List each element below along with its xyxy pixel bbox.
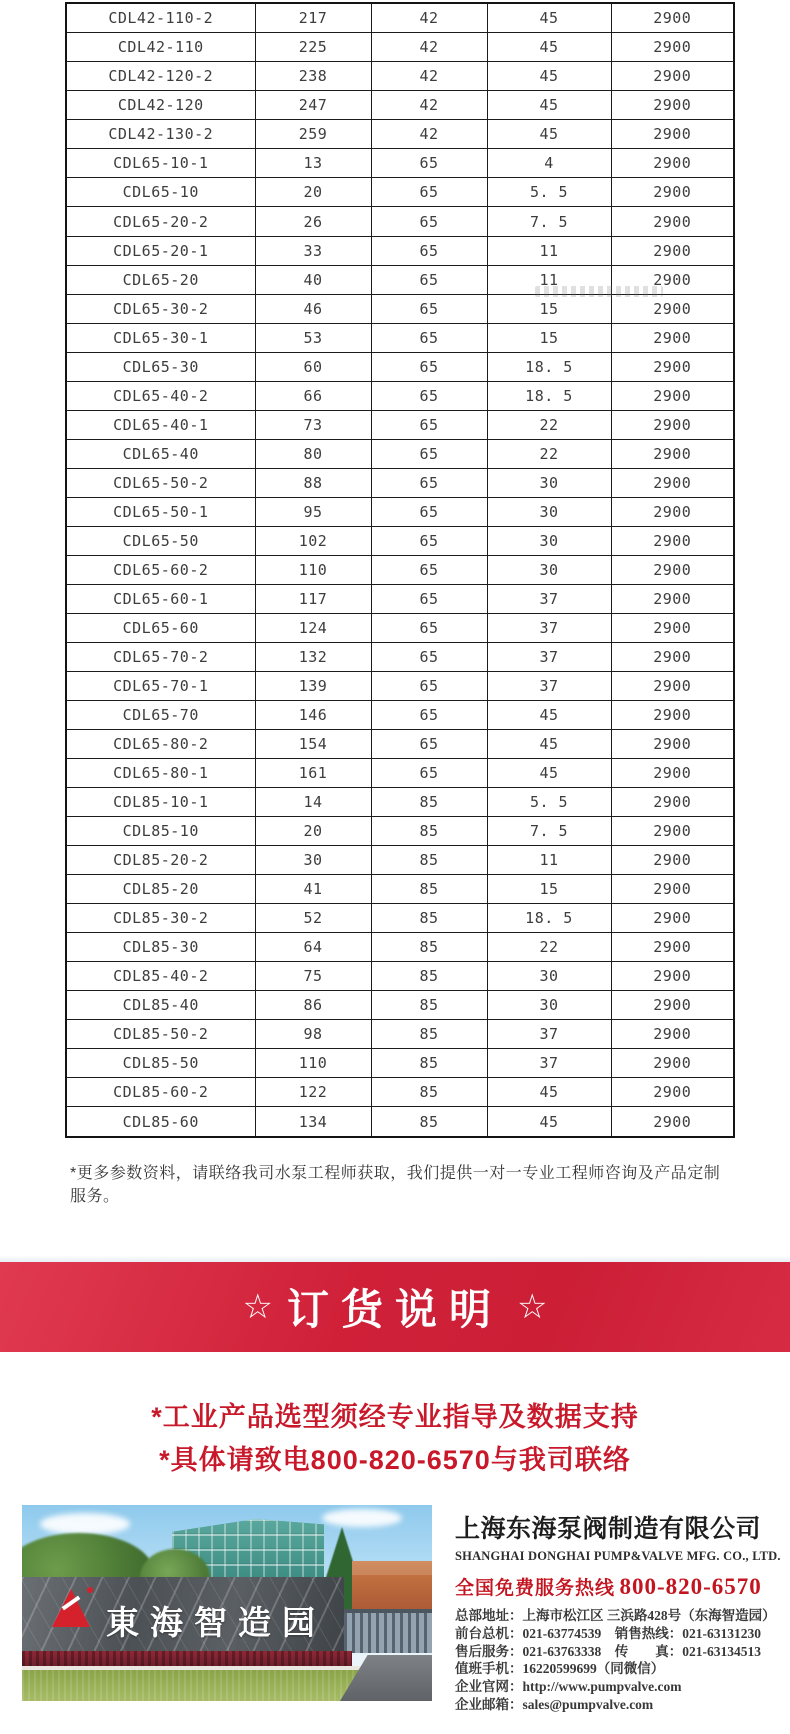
table-cell: 52: [255, 904, 371, 933]
table-cell: 2900: [611, 207, 734, 236]
table-row: [66, 1020, 734, 1049]
table-cell: CDL65-40-2: [66, 381, 255, 410]
table-cell: 85: [371, 1107, 487, 1137]
table-cell: CDL85-30-2: [66, 904, 255, 933]
table-cell: 7. 5: [487, 817, 611, 846]
table-cell: CDL65-80-1: [66, 759, 255, 788]
table-cell: 65: [371, 642, 487, 671]
table-cell: 2900: [611, 701, 734, 730]
table-cell: 22: [487, 933, 611, 962]
table-cell: 37: [487, 642, 611, 671]
table-cell: 139: [255, 671, 371, 700]
table-cell: 2900: [611, 439, 734, 468]
table-cell: 65: [371, 526, 487, 555]
table-cell: 41: [255, 875, 371, 904]
table-cell: 40: [255, 265, 371, 294]
table-cell: 2900: [611, 671, 734, 700]
table-cell: 134: [255, 1107, 371, 1137]
table-cell: 86: [255, 991, 371, 1020]
table-cell: CDL85-40-2: [66, 962, 255, 991]
table-cell: CDL42-120-2: [66, 62, 255, 91]
table-row: [66, 642, 734, 671]
table-cell: 45: [487, 91, 611, 120]
table-cell: CDL65-10-1: [66, 149, 255, 178]
table-cell: 42: [371, 3, 487, 33]
table-cell: 2900: [611, 730, 734, 759]
table-row: [66, 1078, 734, 1107]
table-cell: 65: [371, 323, 487, 352]
table-cell: 217: [255, 3, 371, 33]
table-cell: CDL65-60-1: [66, 584, 255, 613]
table-cell: 13: [255, 149, 371, 178]
table-cell: 2900: [611, 933, 734, 962]
ordering-notice: [0, 1396, 790, 1482]
table-cell: 85: [371, 1020, 487, 1049]
table-cell: 15: [487, 875, 611, 904]
table-cell: 45: [487, 759, 611, 788]
table-row: [66, 701, 734, 730]
spec-table-body: [66, 3, 734, 1137]
notice-line: *具体请致电800-820-6570与我司联络: [159, 1445, 631, 1475]
table-cell: CDL65-60: [66, 613, 255, 642]
contact-line: 前台总机：021-63774539 销售热线：021-63131230: [455, 1625, 761, 1641]
table-cell: 37: [487, 584, 611, 613]
table-cell: 2900: [611, 875, 734, 904]
table-cell: CDL85-20: [66, 875, 255, 904]
table-cell: 146: [255, 701, 371, 730]
table-cell: 45: [487, 701, 611, 730]
table-cell: 65: [371, 381, 487, 410]
table-cell: 60: [255, 352, 371, 381]
table-cell: 65: [371, 759, 487, 788]
table-cell: 75: [255, 962, 371, 991]
table-cell: CDL65-30-2: [66, 294, 255, 323]
table-cell: 110: [255, 1049, 371, 1078]
table-row: [66, 991, 734, 1020]
table-row: [66, 178, 734, 207]
table-cell: 45: [487, 730, 611, 759]
table-cell: 45: [487, 3, 611, 33]
table-cell: 65: [371, 671, 487, 700]
table-row: [66, 526, 734, 555]
table-cell: 37: [487, 1049, 611, 1078]
table-cell: CDL65-50-2: [66, 468, 255, 497]
table-row: [66, 323, 734, 352]
table-cell: 42: [371, 120, 487, 149]
table-cell: 11: [487, 236, 611, 265]
table-cell: CDL65-50-1: [66, 497, 255, 526]
table-cell: 65: [371, 555, 487, 584]
table-cell: 45: [487, 33, 611, 62]
table-row: [66, 236, 734, 265]
table-cell: 18. 5: [487, 904, 611, 933]
table-row: [66, 91, 734, 120]
table-cell: 11: [487, 265, 611, 294]
table-cell: CDL65-50: [66, 526, 255, 555]
table-cell: 37: [487, 613, 611, 642]
table-cell: 2900: [611, 497, 734, 526]
table-cell: 85: [371, 1078, 487, 1107]
table-cell: 65: [371, 265, 487, 294]
table-cell: CDL85-10-1: [66, 788, 255, 817]
entrance-sign-wall: [22, 1577, 344, 1653]
table-cell: 2900: [611, 1078, 734, 1107]
table-cell: 4: [487, 149, 611, 178]
table-row: [66, 1049, 734, 1078]
table-footnote: *更多参数资料，请联络我司水泵工程师获取，我们提供一对一专业工程师咨询及产品定制服务。: [70, 1165, 721, 1205]
table-cell: 73: [255, 410, 371, 439]
table-cell: 20: [255, 817, 371, 846]
table-cell: 30: [487, 468, 611, 497]
table-cell: 225: [255, 33, 371, 62]
table-row: [66, 933, 734, 962]
table-cell: 22: [487, 439, 611, 468]
table-cell: CDL42-120: [66, 91, 255, 120]
company-name-cn: 上海东海泵阀制造有限公司: [455, 1515, 762, 1543]
star-icon: ☆: [242, 1288, 273, 1326]
table-cell: 85: [371, 817, 487, 846]
banner-title: [229, 1277, 562, 1337]
table-cell: 65: [371, 236, 487, 265]
table-cell: 2900: [611, 584, 734, 613]
table-cell: CDL65-20: [66, 265, 255, 294]
table-cell: 53: [255, 323, 371, 352]
star-icon: ☆: [517, 1288, 548, 1326]
factory-photo: [22, 1505, 432, 1701]
table-cell: 15: [487, 294, 611, 323]
contact-line[interactable]: 企业邮箱：sales@pumpvalve.com: [455, 1696, 654, 1712]
table-row: [66, 497, 734, 526]
table-row: [66, 759, 734, 788]
table-cell: 11: [487, 846, 611, 875]
contact-line: 值班手机：16220599699（同微信）: [455, 1661, 665, 1677]
table-cell: 2900: [611, 642, 734, 671]
table-cell: 65: [371, 613, 487, 642]
table-row: [66, 584, 734, 613]
table-cell: 7. 5: [487, 207, 611, 236]
table-cell: CDL85-10: [66, 817, 255, 846]
table-cell: CDL65-20-1: [66, 236, 255, 265]
company-info: [455, 1509, 781, 1714]
entrance-gate: [344, 1609, 432, 1653]
table-row: [66, 352, 734, 381]
table-cell: 2900: [611, 33, 734, 62]
table-cell: CDL85-50-2: [66, 1020, 255, 1049]
contact-line[interactable]: 企业官网：http://www.pumpvalve.com: [455, 1679, 682, 1695]
table-cell: 30: [487, 991, 611, 1020]
table-cell: 18. 5: [487, 352, 611, 381]
table-cell: 30: [487, 526, 611, 555]
table-cell: 30: [487, 497, 611, 526]
table-cell: 2900: [611, 526, 734, 555]
table-cell: 85: [371, 991, 487, 1020]
table-cell: 124: [255, 613, 371, 642]
table-cell: 161: [255, 759, 371, 788]
table-cell: 2900: [611, 613, 734, 642]
table-cell: 88: [255, 468, 371, 497]
table-cell: 65: [371, 439, 487, 468]
table-cell: 85: [371, 875, 487, 904]
table-cell: 2900: [611, 468, 734, 497]
table-cell: 46: [255, 294, 371, 323]
table-cell: 2900: [611, 323, 734, 352]
table-cell: 65: [371, 207, 487, 236]
table-cell: CDL65-70: [66, 701, 255, 730]
table-row: [66, 33, 734, 62]
contact-lines: [455, 1607, 776, 1714]
table-row: [66, 381, 734, 410]
table-cell: 45: [487, 1078, 611, 1107]
table-cell: 65: [371, 497, 487, 526]
table-cell: 154: [255, 730, 371, 759]
table-cell: 30: [487, 962, 611, 991]
table-cell: 2900: [611, 1107, 734, 1137]
table-cell: CDL85-40: [66, 991, 255, 1020]
table-cell: 2900: [611, 817, 734, 846]
table-cell: 20: [255, 178, 371, 207]
order-info-banner: [0, 1262, 790, 1352]
table-row: [66, 294, 734, 323]
table-cell: 45: [487, 1107, 611, 1137]
table-cell: 65: [371, 730, 487, 759]
table-cell: CDL85-60-2: [66, 1078, 255, 1107]
notice-line: *工业产品选型须经专业指导及数据支持: [151, 1402, 639, 1432]
table-cell: 66: [255, 381, 371, 410]
service-hotline: [455, 1573, 770, 1600]
table-row: [66, 1107, 734, 1137]
table-cell: 2900: [611, 149, 734, 178]
table-cell: 2900: [611, 91, 734, 120]
table-cell: 65: [371, 468, 487, 497]
table-cell: 65: [371, 584, 487, 613]
table-row: [66, 875, 734, 904]
table-cell: CDL65-70-2: [66, 642, 255, 671]
table-row: [66, 149, 734, 178]
table-row: [66, 207, 734, 236]
table-cell: 2900: [611, 904, 734, 933]
table-row: [66, 788, 734, 817]
table-cell: CDL85-20-2: [66, 846, 255, 875]
table-cell: CDL65-30-1: [66, 323, 255, 352]
table-cell: 132: [255, 642, 371, 671]
table-row: [66, 904, 734, 933]
table-row: [66, 846, 734, 875]
table-cell: 110: [255, 555, 371, 584]
table-cell: 117: [255, 584, 371, 613]
table-cell: 2900: [611, 236, 734, 265]
pump-spec-table: [65, 2, 735, 1138]
table-cell: CDL65-10: [66, 178, 255, 207]
table-cell: 65: [371, 352, 487, 381]
table-cell: 2900: [611, 265, 734, 294]
hotline-label: 全国免费服务热线: [455, 1578, 616, 1599]
table-row: [66, 439, 734, 468]
table-row: [66, 120, 734, 149]
table-cell: CDL85-50: [66, 1049, 255, 1078]
table-row: [66, 3, 734, 33]
sign-wall-text: 東海智造园: [106, 1606, 326, 1642]
table-cell: 85: [371, 904, 487, 933]
table-cell: 2900: [611, 788, 734, 817]
table-cell: CDL65-40-1: [66, 410, 255, 439]
table-cell: CDL85-30: [66, 933, 255, 962]
table-cell: CDL65-70-1: [66, 671, 255, 700]
table-cell: 2900: [611, 555, 734, 584]
flower-bed: [22, 1651, 352, 1667]
table-cell: 2900: [611, 294, 734, 323]
table-cell: CDL65-40: [66, 439, 255, 468]
table-cell: 2900: [611, 3, 734, 33]
table-cell: 259: [255, 120, 371, 149]
table-cell: 45: [487, 62, 611, 91]
contact-line: 总部地址：上海市松江区 三浜路428号（东海智造园）: [455, 1608, 776, 1623]
table-row: [66, 962, 734, 991]
table-cell: CDL42-130-2: [66, 120, 255, 149]
table-cell: 2900: [611, 410, 734, 439]
table-cell: 238: [255, 62, 371, 91]
table-cell: CDL65-80-2: [66, 730, 255, 759]
table-cell: 37: [487, 671, 611, 700]
table-cell: 85: [371, 933, 487, 962]
table-cell: 85: [371, 788, 487, 817]
table-row: [66, 468, 734, 497]
table-cell: 5. 5: [487, 178, 611, 207]
table-cell: 2900: [611, 62, 734, 91]
table-row: [66, 730, 734, 759]
table-cell: 2900: [611, 120, 734, 149]
table-cell: 45: [487, 120, 611, 149]
table-cell: 2900: [611, 352, 734, 381]
table-cell: 2900: [611, 846, 734, 875]
table-cell: CDL42-110: [66, 33, 255, 62]
company-logo-icon: [52, 1589, 90, 1627]
table-cell: 15: [487, 323, 611, 352]
table-cell: 122: [255, 1078, 371, 1107]
table-cell: 30: [487, 555, 611, 584]
table-cell: 2900: [611, 1049, 734, 1078]
table-row: [66, 410, 734, 439]
table-cell: 26: [255, 207, 371, 236]
cloud: [322, 1509, 402, 1527]
table-cell: 42: [371, 62, 487, 91]
table-cell: 247: [255, 91, 371, 120]
watermark: [535, 286, 663, 297]
table-cell: 42: [371, 91, 487, 120]
table-cell: 85: [371, 1049, 487, 1078]
table-cell: 37: [487, 1020, 611, 1049]
table-cell: 14: [255, 788, 371, 817]
table-cell: 2900: [611, 991, 734, 1020]
table-cell: 102: [255, 526, 371, 555]
table-row: [66, 62, 734, 91]
table-cell: 64: [255, 933, 371, 962]
table-cell: 98: [255, 1020, 371, 1049]
table-cell: 5. 5: [487, 788, 611, 817]
table-cell: CDL65-20-2: [66, 207, 255, 236]
table-cell: 2900: [611, 381, 734, 410]
table-cell: 85: [371, 962, 487, 991]
table-cell: 42: [371, 33, 487, 62]
table-cell: 80: [255, 439, 371, 468]
table-row: [66, 817, 734, 846]
table-cell: CDL65-30: [66, 352, 255, 381]
table-cell: 85: [371, 846, 487, 875]
table-cell: 2900: [611, 1020, 734, 1049]
banner-title-text: 订货说明: [286, 1286, 503, 1333]
table-row: [66, 671, 734, 700]
table-cell: 2900: [611, 962, 734, 991]
cloud: [40, 1513, 130, 1535]
table-cell: 30: [255, 846, 371, 875]
table-cell: 22: [487, 410, 611, 439]
table-cell: 65: [371, 410, 487, 439]
table-cell: 2900: [611, 178, 734, 207]
table-cell: 33: [255, 236, 371, 265]
table-cell: CDL65-60-2: [66, 555, 255, 584]
table-cell: 95: [255, 497, 371, 526]
table-cell: CDL42-110-2: [66, 3, 255, 33]
table-cell: 65: [371, 294, 487, 323]
table-cell: CDL85-60: [66, 1107, 255, 1137]
contact-line: 售后服务：021-63763338 传 真：021-63134513: [455, 1643, 761, 1659]
hotline-number: 800-820-6570: [619, 1574, 762, 1599]
table-row: [66, 555, 734, 584]
company-name-en: SHANGHAI DONGHAI PUMP&VALVE MFG. CO., LTD.: [455, 1549, 781, 1563]
table-cell: 65: [371, 149, 487, 178]
table-cell: 65: [371, 701, 487, 730]
table-cell: 2900: [611, 759, 734, 788]
table-row: [66, 613, 734, 642]
table-cell: 65: [371, 178, 487, 207]
table-cell: 18. 5: [487, 381, 611, 410]
